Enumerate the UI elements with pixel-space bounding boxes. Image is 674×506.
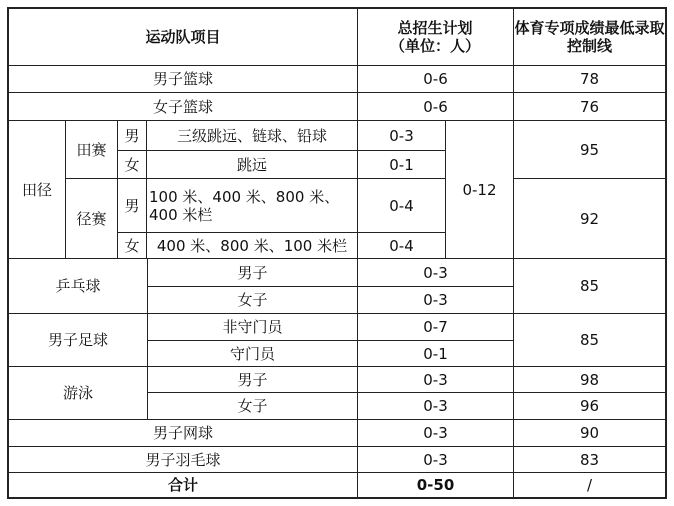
tennis-score: 90 [579,424,600,442]
track-field-male-gender: 男 [124,126,140,145]
swim-name: 游泳 [62,384,93,402]
row-mbb-score: 78 [579,70,600,88]
track-name: 田径 [21,180,52,199]
track-run-name: 径赛 [76,209,107,228]
football-field-plan: 0-7 [423,318,448,336]
row-mbb-plan: 0-6 [423,70,448,88]
track-field-female-plan: 0-1 [389,155,414,174]
tt-score: 85 [579,277,600,295]
header-plan: 总招生计划（单位：人） [389,19,480,55]
tennis-plan: 0-3 [423,424,448,442]
track-run-male-gender: 男 [124,196,140,215]
swim-male-label: 男子 [237,370,268,389]
tt-female-label: 女子 [237,291,268,309]
swim-female-label: 女子 [237,397,268,415]
swim-male-score: 98 [579,370,600,389]
badminton-plan: 0-3 [423,450,448,469]
football-name: 男子足球 [47,331,108,349]
row-mbb-name: 男子篮球 [152,70,213,88]
track-field-male-plan: 0-3 [389,126,414,145]
football-field-label: 非守门员 [222,318,283,336]
table-border-right [665,7,667,499]
table-border-bottom [7,497,667,499]
football-gk-plan: 0-1 [423,344,448,363]
track-run-female-plan: 0-4 [389,236,414,255]
track-field-female-gender: 女 [124,155,140,174]
header-project: 运动队项目 [145,28,221,46]
track-field-female-events: 跳远 [236,155,267,174]
header-score: 体育专项成绩最低录取控制线 [514,19,665,55]
track-run-male-plan: 0-4 [389,196,414,215]
badminton-score: 83 [579,450,600,469]
track-total-plan: 0-12 [462,180,497,199]
tt-male-plan: 0-3 [423,263,448,282]
total-score: / [586,476,593,494]
swim-male-plan: 0-3 [423,370,448,389]
swim-female-plan: 0-3 [423,397,448,415]
swim-female-score: 96 [579,397,600,415]
tt-name: 乒乓球 [55,277,101,295]
row-wbb-name: 女子篮球 [152,97,213,116]
tt-male-label: 男子 [237,263,268,282]
football-gk-label: 守门员 [229,344,275,363]
total-plan: 0-50 [416,476,455,494]
total-name: 合计 [167,476,198,494]
track-run-female-gender: 女 [124,236,140,255]
tennis-name: 男子网球 [152,424,213,442]
track-field-male-events: 三级跳远、链球、铅球 [176,126,327,145]
track-run-score: 92 [579,209,600,228]
tt-female-plan: 0-3 [423,291,448,309]
track-run-female-events: 400 米、800 米、100 米栏 [156,236,348,255]
badminton-name: 男子羽毛球 [145,450,221,469]
row-wbb-score: 76 [579,97,600,116]
football-score: 85 [579,331,600,349]
track-run-male-events: 100 米、400 米、800 米、400 米栏 [149,187,340,224]
row-wbb-plan: 0-6 [423,97,448,116]
track-field-score: 95 [579,140,600,159]
track-field-name: 田赛 [76,140,107,159]
